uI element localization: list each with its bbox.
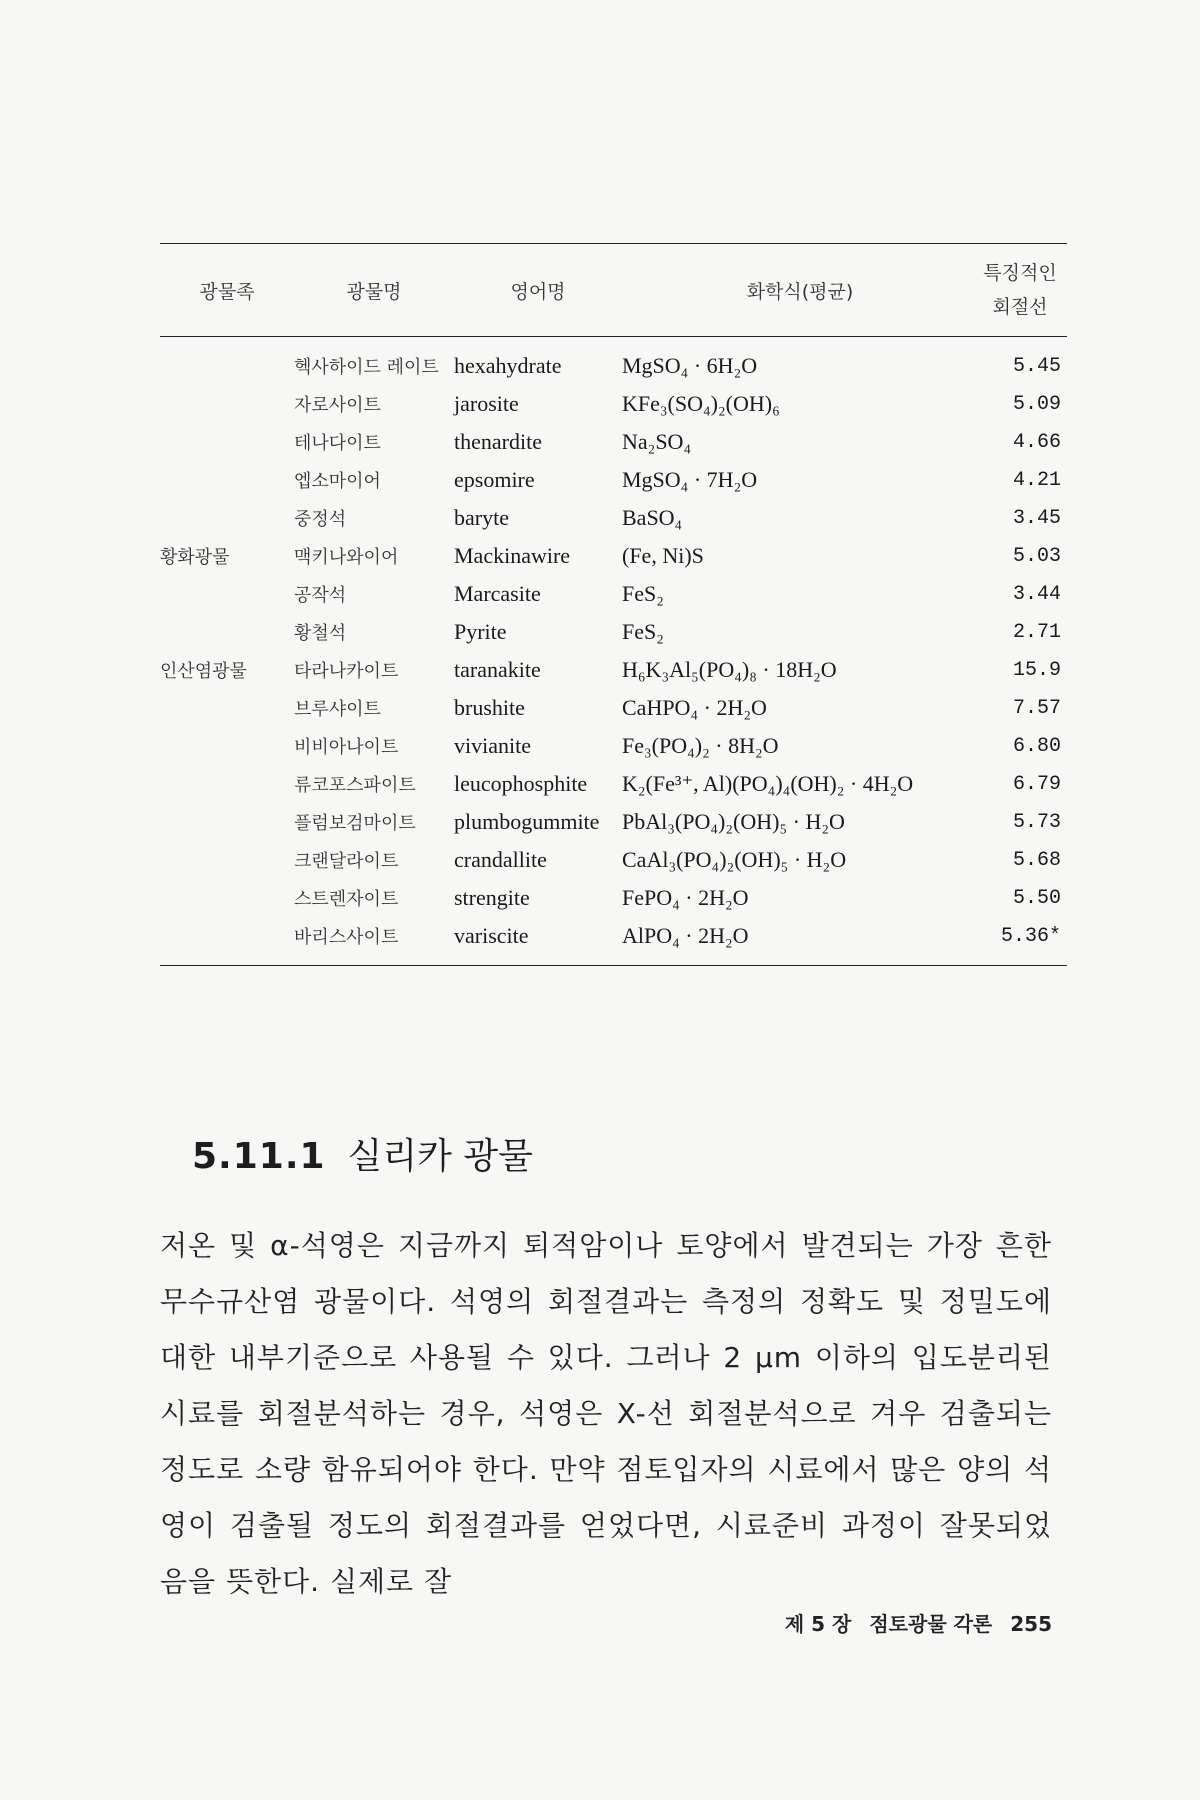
table-row [160, 841, 1067, 879]
page-footer [767, 1608, 1052, 1637]
cell-english-name: thenardite [454, 429, 542, 454]
cell-korean-name: 중정석 [294, 509, 347, 530]
cell-group [160, 385, 294, 423]
cell-group: 황화광물 [160, 547, 230, 568]
table-header [160, 244, 1067, 337]
header-d-spacing-line2: 회절선 [992, 296, 1048, 318]
table-row [160, 499, 1067, 537]
cell-english-name: Marcasite [454, 581, 541, 606]
cell-group [160, 841, 294, 879]
cell-formula: KFe₃(SO₄)₂(OH)₆ [622, 391, 780, 416]
cell-d-spacing: 5.09 [1012, 392, 1061, 416]
header-row [160, 244, 1067, 337]
cell-formula: AlPO₄ · 2H₂O [622, 923, 749, 948]
cell-english-name: epsomire [454, 467, 535, 492]
cell-group [160, 879, 294, 917]
cell-d-spacing: 5.03 [1012, 544, 1061, 568]
cell-formula: CaAl₃(PO₄)₂(OH)₅ · H₂O [622, 847, 847, 872]
header-korean-name: 광물명 [346, 280, 402, 303]
cell-formula: PbAl₃(PO₄)₂(OH)₅ · H₂O [622, 809, 845, 834]
cell-group [160, 803, 294, 841]
cell-english-name: hexahydrate [454, 353, 562, 378]
cell-formula: BaSO₄ [622, 505, 683, 530]
footer-chapter-title: 점토광물 각론 [869, 1612, 993, 1636]
cell-d-spacing: 4.21 [1012, 468, 1061, 492]
cell-formula: H₆K₃Al₅(PO₄)₈ · 18H₂O [622, 657, 837, 682]
cell-d-spacing: 3.44 [1012, 582, 1061, 606]
cell-english-name: baryte [454, 505, 509, 530]
cell-formula: FeS₂ [622, 581, 664, 606]
cell-korean-name: 류코포스파이트 [294, 775, 416, 796]
cell-d-spacing: 5.73 [1012, 810, 1061, 834]
cell-d-spacing: 6.79 [1012, 772, 1061, 796]
cell-d-spacing: 5.45 [1012, 354, 1061, 378]
header-d-spacing [978, 244, 1067, 337]
cell-d-spacing: 3.45 [1012, 506, 1061, 530]
cell-group [160, 575, 294, 613]
cell-korean-name: 맥키나와이어 [294, 547, 399, 568]
footer-chapter: 제 5 장 [784, 1612, 852, 1636]
cell-korean-name: 자로사이트 [294, 395, 381, 416]
cell-group [160, 689, 294, 727]
cell-group [160, 461, 294, 499]
page-number: 255 [1010, 1612, 1052, 1636]
cell-english-name: crandallite [454, 847, 547, 872]
section-title: 실리카 광물 [347, 1136, 533, 1177]
cell-english-name: strengite [454, 885, 530, 910]
cell-english-name: taranakite [454, 657, 541, 682]
section-heading [192, 1128, 533, 1179]
cell-group [160, 613, 294, 651]
cell-korean-name: 엡소마이어 [294, 471, 381, 492]
table-row [160, 689, 1067, 727]
table-row [160, 879, 1067, 917]
mineral-table [160, 243, 1067, 966]
cell-korean-name: 타라나카이트 [294, 661, 399, 682]
table-row [160, 803, 1067, 841]
table-row [160, 537, 1067, 575]
cell-formula: FeS₂ [622, 619, 664, 644]
cell-group [160, 423, 294, 461]
cell-formula: Na₂SO₄ [622, 429, 692, 454]
cell-english-name: jarosite [454, 391, 519, 416]
table-row [160, 613, 1067, 651]
cell-formula: K₂(Fe³⁺, Al)(PO₄)₄(OH)₂ · 4H₂O [622, 771, 914, 796]
cell-group [160, 727, 294, 765]
cell-english-name: plumbogummite [454, 809, 600, 834]
cell-d-spacing: 5.68 [1012, 848, 1061, 872]
cell-group [160, 337, 294, 386]
cell-d-spacing: 5.36* [1000, 924, 1061, 948]
table-body [160, 337, 1067, 966]
cell-english-name: brushite [454, 695, 525, 720]
cell-korean-name: 바리스사이트 [294, 927, 399, 948]
cell-d-spacing: 6.80 [1012, 734, 1061, 758]
cell-english-name: vivianite [454, 733, 531, 758]
cell-english-name: variscite [454, 923, 529, 948]
cell-group [160, 765, 294, 803]
table-row [160, 727, 1067, 765]
cell-korean-name: 테나다이트 [294, 433, 381, 454]
cell-formula: CaHPO₄ · 2H₂O [622, 695, 767, 720]
header-group: 광물족 [199, 280, 255, 303]
cell-d-spacing: 15.9 [1012, 658, 1061, 682]
table-row [160, 337, 1067, 386]
cell-korean-name: 플럼보검마이트 [294, 813, 416, 834]
cell-korean-name: 비비아나이트 [294, 737, 399, 758]
table-row [160, 765, 1067, 803]
cell-korean-name: 공작석 [294, 585, 347, 606]
cell-group: 인산염광물 [160, 661, 247, 682]
header-formula: 화학식(평균) [746, 280, 854, 303]
body-paragraph: 저온 및 α-석영은 지금까지 퇴적암이나 토양에서 발견되는 가장 흔한 무수규산염 광물이다. 석영의 회절결과는 측정의 정확도 및 정밀도에 대한 내부기준으로 사용될 수 있다. 그러나 2 μm 이하의 입도분리된 시료를 회절분석하는 경우, 석영은 X-선 회절분석으로 겨우 검출되는 정도로 소량 함유되어야 한다. 만약 점토입자의 시료에서 많은 양의 석영이 검출될 정도의 회절결과를 얻었다면, 시료준비 과정이 잘못되었음을 뜻한다. 실제로 잘 [160, 1229, 1052, 1598]
table-row [160, 575, 1067, 613]
cell-d-spacing: 7.57 [1012, 696, 1061, 720]
cell-english-name: leucophosphite [454, 771, 588, 796]
cell-english-name: Mackinawire [454, 543, 571, 568]
table-row [160, 651, 1067, 689]
cell-group [160, 917, 294, 966]
table-row [160, 423, 1067, 461]
table-row [160, 917, 1067, 966]
section-number: 5.11.1 [192, 1136, 326, 1177]
cell-korean-name: 크랜달라이트 [294, 851, 399, 872]
cell-korean-name: 황철석 [294, 623, 347, 644]
cell-english-name: Pyrite [454, 619, 507, 644]
table-row [160, 461, 1067, 499]
cell-d-spacing: 4.66 [1012, 430, 1061, 454]
cell-formula: MgSO₄ · 7H₂O [622, 467, 758, 492]
cell-korean-name: 헥사하이드 레이트 [294, 357, 439, 378]
cell-group [160, 499, 294, 537]
cell-formula: FePO₄ · 2H₂O [622, 885, 749, 910]
cell-korean-name: 브루샤이트 [294, 699, 381, 720]
table-row [160, 385, 1067, 423]
cell-formula: MgSO₄ · 6H₂O [622, 353, 758, 378]
header-d-spacing-line1: 특징적인 [983, 262, 1057, 284]
cell-formula: (Fe, Ni)S [622, 543, 704, 568]
header-english-name: 영어명 [510, 280, 566, 303]
cell-korean-name: 스트렌자이트 [294, 889, 399, 910]
cell-d-spacing: 5.50 [1012, 886, 1061, 910]
cell-formula: Fe₃(PO₄)₂ · 8H₂O [622, 733, 779, 758]
cell-d-spacing: 2.71 [1012, 620, 1061, 644]
